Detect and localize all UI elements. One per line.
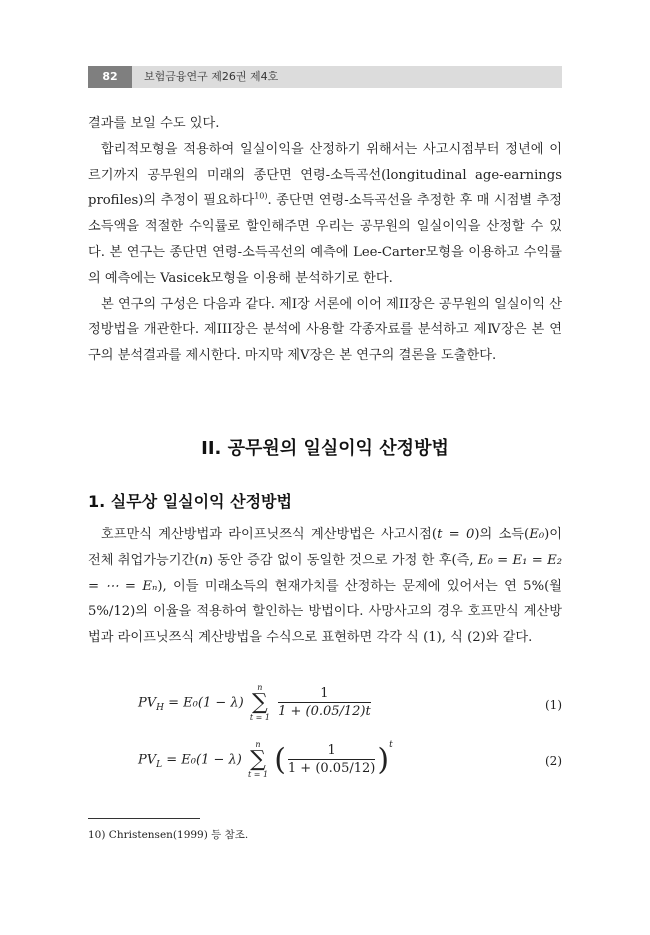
running-header bbox=[88, 66, 562, 88]
page-number: 82 bbox=[88, 66, 132, 88]
footnote-ref[interactable]: 10) bbox=[254, 192, 268, 201]
section-title: II. 공무원의 일실이익 산정방법 bbox=[201, 438, 449, 459]
method-paragraph: 호프만식 계산방법과 라이프닛쯔식 계산방법은 사고시점(t = 0)의 소득(E₀)이 전체 취업가능기간(n) 동안 증감 없이 동일한 것으로 가정 한 후(즉, E₀ = E₁ = E₂ = ⋯ = Eₙ), 이들 미래소득의 현재가치를 산정하는 문제에 있어서는 연 5%(월5%/12)의 이율을 적용하여 할인하는 방법이다. 사망사고의 경우 호프만식 계산방법과 라이프닛쯔식 계산방법을 수식으로 표현하면 각각 식 (1), 식 (2)와 같다. bbox=[88, 527, 563, 646]
intro-paragraph-3: 본 연구의 구성은 다음과 같다. 제I장 서론에 이어 제II장은 공무원의 일실이익 산정방법을 개관한다. 제III장은 분석에 사용할 각종자료를 분석하고 제Ⅳ장은 본 연구의 분석결과를 제시한다. 마지막 제Ⅴ장은 본 연구의 결론을 도출한다. bbox=[88, 296, 562, 364]
sum-symbol: n ∑ t = 1 bbox=[249, 683, 270, 722]
subsection-title: 1. 실무상 일실이익 산정방법 bbox=[88, 492, 292, 511]
method-text bbox=[88, 522, 562, 651]
footnote: 10) Christensen(1999) 등 참조. bbox=[88, 829, 249, 841]
journal-title: 보험금융연구 제26권 제4호 bbox=[144, 70, 279, 83]
intro-paragraph-1: 결과를 보일 수도 있다. bbox=[88, 116, 220, 131]
intro-paragraph-2: 합리적모형을 적용하여 일실이익을 산정하기 위해서는 사고시점부터 정년에 이르기까지 공무원의 미래의 종단면 연령-소득곡선(longitudinal age-earnings profiles)의 추정이 필요하다$^{10)}$. 종단면 연령-소득곡선을 추정한 후 매 시점별 추정 소득액을 적절한 수익률로 할인해주면 우리는 공무원의 일실이익을 산정할 수 있다. 본 연구는 종단면 연령-소득곡선의 예측에 Lee-Carter모형을 이용하고 수익률의 예측에는 Vasicek모형을 이용해 분석하기로 한다. bbox=[88, 141, 562, 286]
sum-symbol: n ∑ t = 1 bbox=[247, 740, 269, 779]
intro-text bbox=[88, 111, 562, 369]
footnote-divider bbox=[88, 818, 200, 819]
equation-1-label: (1) bbox=[545, 698, 562, 712]
fraction: $\frac{1}{1 + (0.05/12)t}$ bbox=[278, 685, 371, 719]
fraction: $\frac{1}{1 + (0.05/12)}$ bbox=[287, 742, 376, 776]
equation-2: $PV_L = E_0(1 - \lambda)$ n ∑ t = 1 ( $\frac{1}{1 + (0.05/12)}$ )$^t$ bbox=[138, 740, 393, 779]
equation-2-label: (2) bbox=[545, 754, 562, 768]
equation-1: $PV_H = E_0(1 - \lambda)$ n ∑ t = 1 $\frac{1}{1 + (0.05/12)t}$ bbox=[138, 683, 371, 722]
